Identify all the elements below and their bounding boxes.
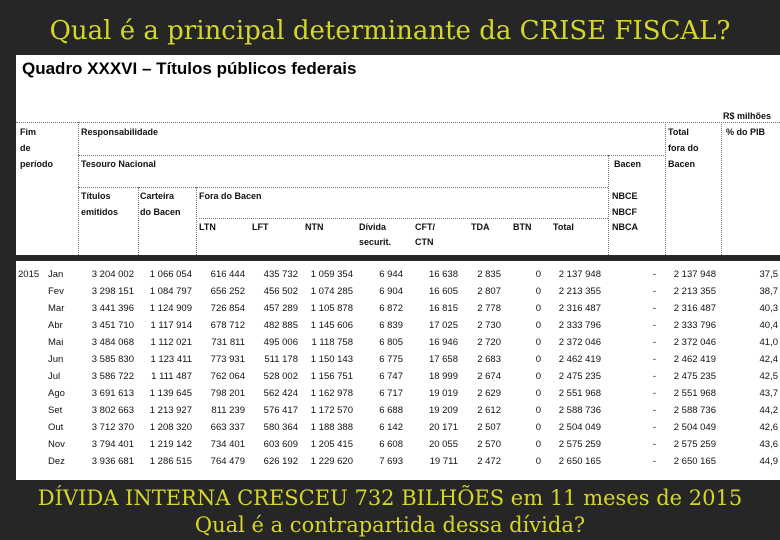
table-cell: 6 872 [379,303,403,314]
table-cell: 1 150 143 [310,354,353,365]
table-row [16,266,780,283]
table-cell: 2 575 259 [673,439,716,450]
header-tda: TDA [471,222,490,232]
table-cell: 656 252 [210,286,245,297]
table-cell: 2 588 736 [673,405,716,416]
table-cell: 2 213 355 [673,286,716,297]
table-cell: 7 693 [379,456,403,467]
table-cell: 42,6 [759,422,778,433]
table-cell: 0 [535,286,541,297]
table-cell: 20 171 [428,422,458,433]
table-cell: 1 112 021 [150,337,192,348]
table-cell: 6 608 [379,439,403,450]
table-cell: 0 [535,354,541,365]
table-cell: 495 006 [263,337,298,348]
table-header-panel [16,55,780,255]
header-responsabilidade: Responsabilidade [81,127,159,137]
table-cell: 2 504 049 [673,422,716,433]
table-cell: 6 839 [379,320,403,331]
table-cell: 19 209 [428,405,458,416]
table-cell: Fev [48,286,64,297]
table-cell: 16 815 [428,303,458,314]
table-cell [16,283,46,300]
table-cell: 43,6 [759,439,778,450]
table-cell: 773 931 [210,354,245,365]
table-cell: 457 289 [263,303,298,314]
table-cell: 2 137 948 [558,269,601,280]
table-cell: 762 064 [210,371,245,382]
table-cell: - [652,422,656,433]
table-cell: 726 854 [210,303,245,314]
table-cell: - [652,320,656,331]
table-cell: - [652,337,656,348]
table-cell: - [652,439,656,450]
table-row [16,334,780,351]
table-cell: 2 472 [477,456,501,467]
table-cell: 2 504 049 [558,422,601,433]
table-cell: 576 417 [263,405,298,416]
table-cell: 1 156 751 [310,371,353,382]
table-cell: 20 055 [428,439,458,450]
table-cell: 2 570 [477,439,501,450]
table-cell: 1 219 142 [149,439,192,450]
header-fim: Fim [20,127,37,137]
header-ctn: CTN [415,237,434,247]
table-row [16,300,780,317]
table-cell: - [652,371,656,382]
table-cell: 2 551 968 [558,388,601,399]
header-ltn: LTN [199,222,216,232]
table-cell: 1 188 388 [310,422,353,433]
table-cell: 1 123 411 [150,354,192,365]
table-cell: 3 298 151 [91,286,134,297]
table-cell: 0 [535,320,541,331]
table-cell: 2 475 235 [673,371,716,382]
header-lft: LFT [252,222,269,232]
table-cell: 19 019 [428,388,458,399]
table-cell: 734 401 [210,439,245,450]
header-btn: BTN [513,222,532,232]
table-cell: 663 337 [210,422,245,433]
table-cell: - [652,354,656,365]
table-cell: 626 192 [263,456,298,467]
grid-line [78,122,79,255]
table-row [16,402,780,419]
table-cell: 3 585 830 [91,354,134,365]
table-cell: 1 124 909 [149,303,192,314]
table-cell: 42,5 [759,371,778,382]
header-fora-do-bacen: Fora do Bacen [199,191,262,201]
table-cell: 40,3 [759,303,778,314]
table-cell: 1 059 354 [310,269,353,280]
table-cell: 731 811 [211,337,245,348]
bottom-text-line-1: DÍVIDA INTERNA CRESCEU 732 BILHÕES em 11 meses de 2015 [37,486,743,510]
table-cell: 511 178 [264,354,298,365]
table-cell: Jun [48,354,64,365]
header-securit: securit. [359,237,392,247]
header-tesouro-nacional: Tesouro Nacional [81,159,156,169]
table-cell: - [652,269,656,280]
table-cell: - [652,456,656,467]
table-cell: Dez [48,456,65,467]
table-cell: 2 462 419 [558,354,601,365]
table-cell: 2 333 796 [558,320,601,331]
table-cell: 17 025 [428,320,458,331]
table-cell: 1 213 927 [149,405,192,416]
table-cell: 2 778 [477,303,501,314]
header-pct-pib: % do PIB [726,127,766,137]
grid-line [138,187,139,255]
table-cell: 3 204 002 [91,269,134,280]
table-cell: 2 462 419 [673,354,716,365]
table-cell: 1 286 515 [149,456,192,467]
table-cell: 18 999 [428,371,458,382]
table-cell: 19 711 [429,456,458,467]
table-cell [16,402,46,419]
table-cell: 3 586 722 [91,371,134,382]
table-title: Quadro XXXVI – Títulos públicos federais [22,59,357,78]
table-cell: 41,0 [759,337,778,348]
grid-line [721,122,722,255]
table-cell: 2 507 [477,422,501,433]
table-cell: Mai [48,337,64,348]
table-cell [16,334,46,351]
table-cell: - [652,405,656,416]
table-cell: 6 717 [379,388,403,399]
table-cell: 16 605 [428,286,458,297]
table-cell: - [652,388,656,399]
table-cell: 1 172 570 [310,405,353,416]
table-cell: 2 551 968 [673,388,716,399]
table-cell: 2 372 046 [558,337,601,348]
table-cell: 6 805 [379,337,403,348]
table-cell [16,317,46,334]
table-cell [16,368,46,385]
table-cell: 616 444 [210,269,245,280]
bottom-text-line-2: Qual é a contrapartida dessa dívida? [194,513,586,537]
table-cell: 1 117 914 [150,320,192,331]
table-cell: 3 712 370 [91,422,134,433]
table-cell: Mar [48,303,65,314]
table-cell: 6 747 [379,371,403,382]
table-cell: Out [48,422,64,433]
table-cell [16,419,46,436]
table-cell: 764 479 [210,456,245,467]
table-cell: Set [48,405,63,416]
table-cell: 3 451 710 [91,320,134,331]
header-divida: Dívida [359,222,387,232]
grid-line [78,155,664,156]
table-cell: 2 213 355 [558,286,601,297]
table-cell: 678 712 [210,320,245,331]
table-cell: 6 775 [379,354,403,365]
grid-line [196,187,197,255]
table-row [16,317,780,334]
table-cell: 2 137 948 [673,269,716,280]
table-cell: 2 333 796 [673,320,716,331]
table-cell: 1 066 054 [149,269,192,280]
table-cell [16,385,46,402]
table-cell: 2 807 [477,286,501,297]
header-nbcf: NBCF [612,207,637,217]
header-nbce: NBCE [612,191,638,201]
table-cell: 528 002 [263,371,298,382]
table-cell: 1 145 606 [310,320,353,331]
header-ntn: NTN [305,222,324,232]
table-cell: 0 [535,405,541,416]
header-fora-do: fora do [668,143,699,153]
table-cell: - [652,303,656,314]
table-cell: 42,4 [759,354,778,365]
table-cell: 2 316 487 [558,303,601,314]
table-cell: 1 118 758 [311,337,353,348]
table-cell: 2 720 [477,337,501,348]
table-cell: 1 084 797 [149,286,192,297]
table-cell: 435 732 [263,269,298,280]
table-cell: Nov [48,439,65,450]
unit-label: R$ milhões [723,111,772,121]
table-cell: 1 229 620 [310,456,353,467]
table-row [16,419,780,436]
header-bacen: Bacen [614,159,642,169]
table-cell: 1 162 978 [310,388,353,399]
table-cell: 2 575 259 [558,439,601,450]
table-cell: 798 201 [210,388,245,399]
table-cell: 2015 [18,269,40,280]
table-cell [16,453,46,470]
table-cell: 16 638 [428,269,458,280]
table-cell: 6 142 [379,422,403,433]
table-cell: 44,9 [759,456,778,467]
table-cell: Jan [48,269,64,280]
table-data-panel [16,261,780,480]
table-cell: 2 316 487 [673,303,716,314]
table-cell: 40,4 [759,320,778,331]
table-cell: Jul [48,371,61,382]
table-cell: 1 139 645 [149,388,192,399]
grid-line [608,155,609,255]
table-row [16,368,780,385]
header-carteira: Carteira [140,191,175,201]
grid-line [78,187,608,188]
table-row [16,453,780,470]
table-cell: 2 674 [477,371,501,382]
table-cell: 0 [535,337,541,348]
table-cell: 43,7 [759,388,778,399]
table-cell: 3 802 663 [91,405,134,416]
table-cell [16,436,46,453]
table-cell: 0 [535,269,541,280]
table-cell: 3 936 681 [91,456,134,467]
header-total: Total [668,127,689,137]
table-cell: 17 658 [428,354,458,365]
table-cell: 1 074 285 [310,286,353,297]
table-cell: 2 730 [477,320,501,331]
table-cell: 603 609 [263,439,298,450]
table-cell: 38,7 [759,286,778,297]
header-cft: CFT/ [415,222,435,232]
table-row [16,436,780,453]
table-cell: 3 794 401 [91,439,134,450]
table-cell: 2 629 [477,388,501,399]
table-cell: 1 111 487 [151,371,192,382]
table-cell: 2 588 736 [558,405,601,416]
table-cell: 562 424 [263,388,298,399]
header-emitidos: emitidos [81,207,119,217]
table-row [16,385,780,402]
table-cell: 6 904 [379,286,403,297]
table-cell: 0 [535,371,541,382]
header-nbca: NBCA [612,222,638,232]
table-cell: 456 502 [263,286,298,297]
header-de: de [20,143,31,153]
table-cell: 1 105 878 [310,303,353,314]
table-cell: 16 946 [428,337,458,348]
table-cell: Abr [48,320,63,331]
table-cell: 0 [535,303,541,314]
table-cell: Ago [48,388,65,399]
table-cell: 0 [535,456,541,467]
table-cell: 3 691 613 [91,388,134,399]
header-bacen-2: Bacen [668,159,696,169]
table-cell: 811 239 [211,405,245,416]
table-cell: 0 [535,388,541,399]
table-cell [16,351,46,368]
table-cell: 482 885 [263,320,298,331]
table-cell: 2 835 [477,269,501,280]
table-row [16,283,780,300]
header-titulos: Títulos [81,191,111,201]
header-total-2: Total [553,222,574,232]
header-periodo: período [20,159,53,169]
table-cell: 1 205 415 [310,439,353,450]
table-cell: 37,5 [759,269,778,280]
table-cell: 2 612 [477,405,501,416]
slide-title: Qual é a principal determinante da CRISE FISCAL? [49,16,731,46]
table-cell: 2 650 165 [673,456,716,467]
table-cell: 3 441 396 [91,303,134,314]
table-cell: 2 475 235 [558,371,601,382]
table-cell: 3 484 068 [91,337,134,348]
table-cell: 0 [535,439,541,450]
table-cell: 580 364 [263,422,298,433]
header-do-bacen: do Bacen [140,207,181,217]
table-cell: 2 650 165 [558,456,601,467]
data-table [16,266,780,470]
table-cell: 6 688 [379,405,403,416]
table-cell: 6 944 [379,269,403,280]
table-cell: 2 683 [477,354,501,365]
table-cell: 44,2 [759,405,778,416]
table-cell: - [652,286,656,297]
grid-line [199,218,608,219]
table-row [16,351,780,368]
grid-line [665,122,666,255]
table-cell: 2 372 046 [673,337,716,348]
table-cell [16,300,46,317]
table-cell: 0 [535,422,541,433]
table-cell: 1 208 320 [149,422,192,433]
